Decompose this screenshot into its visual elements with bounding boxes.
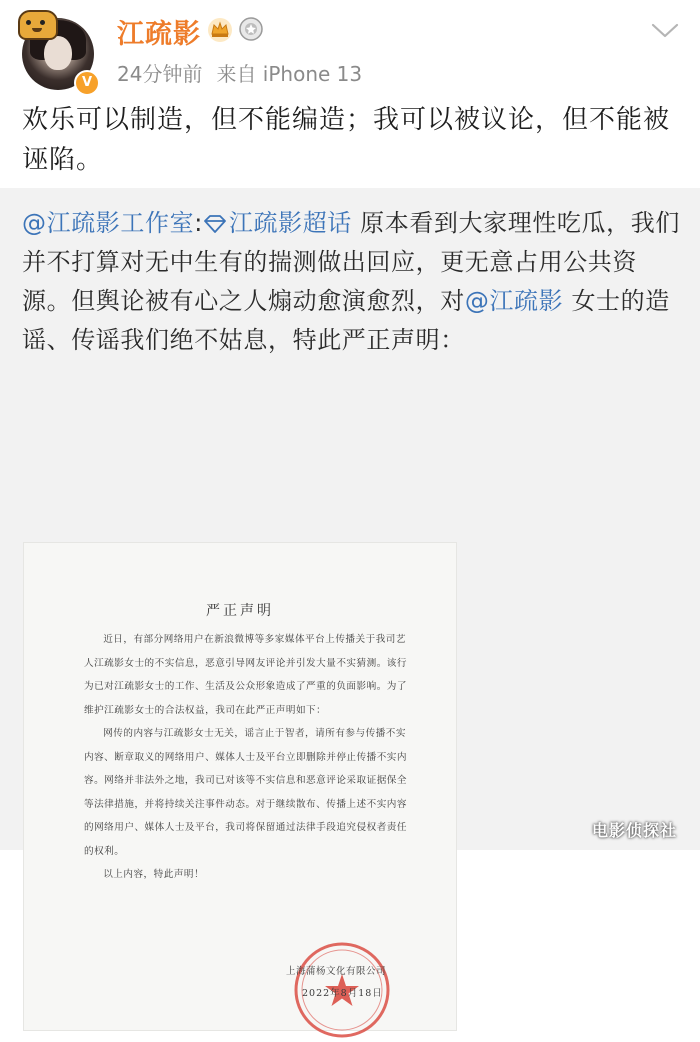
tiger-badge-icon [18,10,58,40]
topic-link[interactable] [203,209,352,237]
chevron-down-icon[interactable] [650,20,680,42]
statement-date: 2022年8月18日 [302,988,383,999]
diamond-icon [203,215,227,233]
statement-company: 上海蒲杨文化有限公司 [286,966,387,977]
post-timestamp: 24分钟前 [117,62,203,86]
mention-studio-link[interactable]: @江疏影工作室 [22,209,195,237]
username[interactable]: 江疏影 [117,19,201,50]
statement-document-image[interactable] [24,543,456,1030]
statement-title: 严正声明 [206,603,274,619]
crown-icon [206,16,234,42]
avatar[interactable] [18,10,98,92]
statement-paragraph: 以上内容，特此声明！ [103,869,205,880]
mention-person-link[interactable]: @江疏影 [464,287,564,315]
avatar-face [44,36,72,70]
post-meta [117,58,362,87]
statement-body [84,628,416,887]
post-header [0,0,700,95]
post-text: 欢乐可以制造，但不能编造；我可以被议论，但不能被诬陷。 [22,105,671,175]
watermark: 电影侦探社 [592,821,678,840]
statement-paragraph: 近日，有部分网络用户在新浪微博等多家媒体平台上传播关于我司艺人江疏影女士的不实信息，恶意引导网友评论并引发大量不实猜测。该行为已对江疏影女士的工作、生活及公众形象造成了严重的负面影响。为了维护江疏影女士的合法权益，我司在此严正声明如下： [84,634,407,716]
post-source: 来自 iPhone 13 [216,62,363,86]
topic-label: 江疏影超话 [228,209,352,237]
repost-card[interactable] [0,188,700,999]
repost-colon: : [194,209,203,237]
repost-body-2: 女士的造谣、传谣我们绝不姑息，特此严正声明： [22,287,670,354]
verified-v-icon: V [74,70,100,96]
repost-body-1: 原本看到大家理性吃瓜，我们并不打算对无中生有的揣测做出回应，更无意占用公共资源。但舆论被有心之人煽动愈演愈烈，对 [22,209,680,315]
repost-text [22,204,682,360]
medal-icon [238,16,264,42]
statement-paragraph: 网传的内容与江疏影女士无关，谣言止于智者，请所有参与传播不实内容、断章取义的网络用户、媒体人士及平台立即删除并停止传播不实内容。网络并非法外之地，我司已对该等不实信息和恶意评论采取证据保全等法律措施，并将持续关注事件动态。对于继续散布、传播上述不实内容的网络用户、媒体人士及平台，我司将保留通过法律手段追究侵权者责任的权利。 [84,728,407,857]
